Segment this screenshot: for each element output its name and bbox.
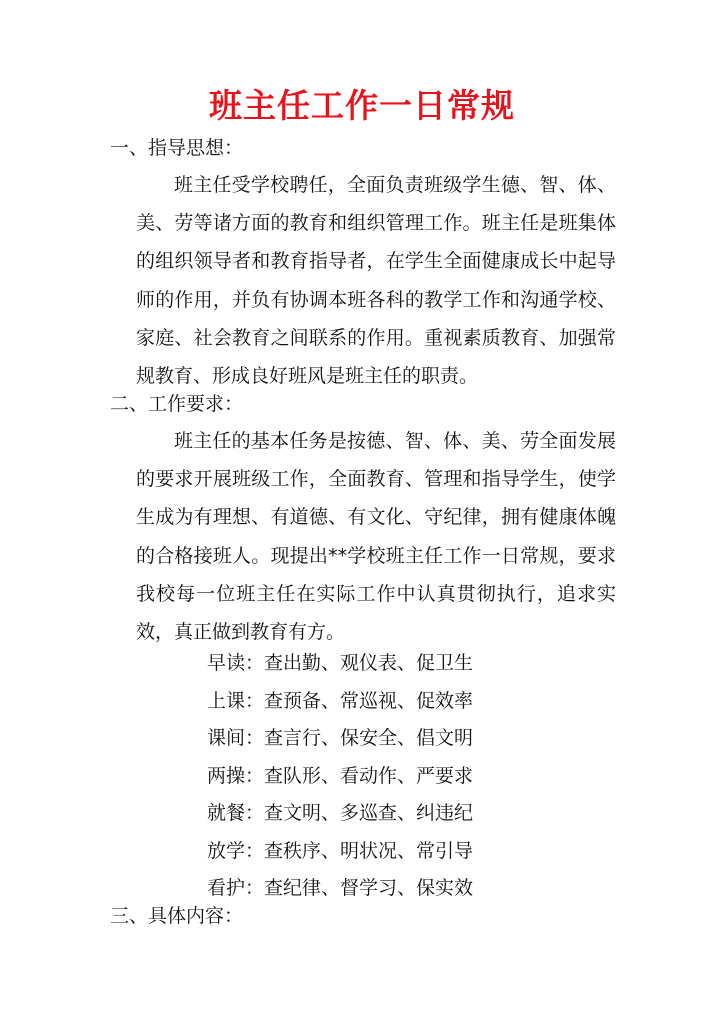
section-paragraph-guiding-thought: 班主任受学校聘任，全面负责班级学生德、智、体、美、劳等诸方面的教育和组织管理工作。班主任是班集体的组织领导者和教育指导者，在学生全面健康成长中起导师的作用，并负有协调本班各科的教学工作和沟通学校、家庭、社会教育之间联系的作用。重视素质教育、加强常规教育、形成良好班风是班主任的职责。 xyxy=(136,174,616,388)
document-title: 班主任工作一日常规 xyxy=(209,86,515,125)
rule-item-meals: 就餐：查文明、多巡查、纠违纪 xyxy=(207,802,474,824)
section-heading-work-requirements: 二、工作要求： xyxy=(110,393,244,415)
daily-rules-list xyxy=(207,645,527,908)
rule-item-class: 上课：查预备、常巡视、促效率 xyxy=(207,689,474,712)
rule-item-exercises: 两操：查队形、看动作、严要求 xyxy=(207,764,474,787)
section-heading-guiding-thought: 一、指导思想： xyxy=(110,137,244,159)
rule-item-dismissal: 放学：查秩序、明状况、常引导 xyxy=(207,839,474,862)
rule-item-break: 课间：查言行、保安全、倡文明 xyxy=(207,727,474,749)
rule-item-morning-reading: 早读：查出勤、观仪表、促卫生 xyxy=(207,652,474,674)
section-heading-specific-content: 三、具体内容： xyxy=(110,905,244,927)
rule-item-supervision: 看护：查纪律、督学习、保实效 xyxy=(207,877,474,899)
section-paragraph-work-requirements: 班主任的基本任务是按德、智、体、美、劳全面发展的要求开展班级工作，全面教育、管理和指导学生，使学生成为有理想、有道德、有文化、守纪律，拥有健康体魄的合格接班人。现提出**学校班主任工作一日常规，要求我校每一位班主任在实际工作中认真贯彻执行，追求实效，真正做到教育有方。 xyxy=(136,430,616,644)
